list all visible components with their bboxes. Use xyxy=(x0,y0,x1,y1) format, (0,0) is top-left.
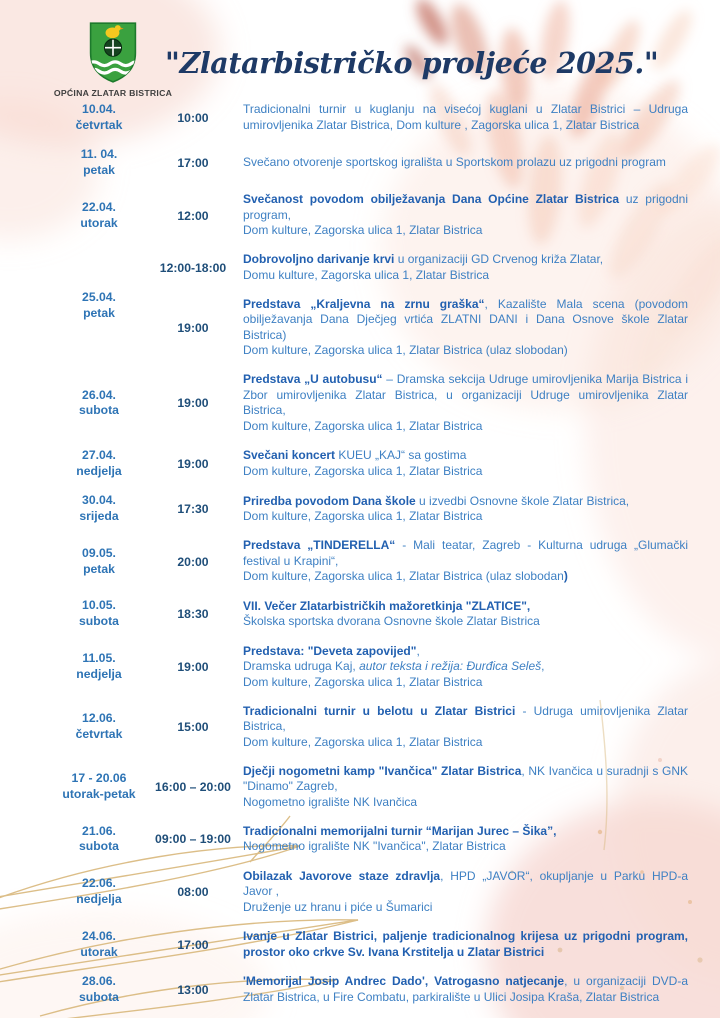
event-date-line: subota xyxy=(79,403,119,418)
event-description xyxy=(243,929,688,960)
description-line xyxy=(243,297,688,344)
description-segment: Svečano otvorenje sportskog igrališta u Sportskom prolazu uz prigodni program xyxy=(243,155,666,170)
event-entry xyxy=(143,599,688,630)
description-segment: Dom kulture, Zagorska ulica 1, Zlatar Bistrica xyxy=(243,674,483,689)
description-segment: Predstava: "Deveta zapovijed" xyxy=(243,643,417,658)
event-date xyxy=(55,598,143,630)
description-segment: ) xyxy=(563,569,568,584)
description-segment: – Dramska sekcija Udruge umirovljenika Marija Bistrica i Zbor umirovljenika Zlatar Bistrica, u organizaciji Udruge umirovljenika Zlatar Bistrica, xyxy=(243,372,689,418)
event-description xyxy=(243,824,688,855)
event-entry xyxy=(143,252,688,283)
schedule-row xyxy=(55,538,688,585)
event-description xyxy=(243,644,688,691)
schedule-row xyxy=(55,644,688,691)
description-line xyxy=(243,509,688,525)
description-segment: autor teksta i režija: Đurđica Seleš xyxy=(359,659,542,674)
description-line xyxy=(243,448,688,464)
event-description xyxy=(243,494,688,525)
event-date-line: 27.04. xyxy=(82,447,116,462)
event-date xyxy=(55,546,143,578)
description-line xyxy=(243,464,688,480)
event-description xyxy=(243,764,688,811)
description-segment: , xyxy=(416,643,420,658)
description-line xyxy=(243,659,688,675)
description-segment: Dom kulture, Zagorska ulica 1, Zlatar Bistrica xyxy=(243,509,483,524)
event-entry xyxy=(143,824,688,855)
description-segment: Dom kulture, Zagorska ulica 1, Zlatar Bistrica (ulaz slobodan) xyxy=(243,343,568,358)
coat-of-arms-icon xyxy=(86,20,140,84)
event-time: 12:00 xyxy=(177,208,209,223)
event-entry xyxy=(143,297,688,359)
event-description xyxy=(243,448,688,479)
description-line xyxy=(243,900,688,916)
event-entry xyxy=(143,764,688,811)
event-date xyxy=(55,711,143,743)
event-entries xyxy=(143,644,688,691)
event-date-line: 21.06. xyxy=(82,823,116,838)
event-entry xyxy=(143,448,688,479)
event-date-line: 09.05. xyxy=(82,545,116,560)
description-segment: u organizaciji GD Crvenog križa Zlatar, xyxy=(394,252,604,267)
description-line xyxy=(243,268,688,284)
event-date xyxy=(55,200,143,232)
event-date xyxy=(55,388,143,420)
event-entries xyxy=(143,494,688,525)
event-date-line: nedjelja xyxy=(76,666,122,681)
description-segment: - Mali teatar, Zagreb - Kulturna udruga „Glumački festival u Krapini“, xyxy=(243,538,688,568)
description-line xyxy=(243,494,688,510)
event-description xyxy=(243,704,688,751)
event-time: 17:00 xyxy=(177,156,209,171)
schedule-row xyxy=(55,974,688,1006)
description-segment: , xyxy=(541,659,545,674)
event-date xyxy=(55,771,143,803)
event-entries xyxy=(143,599,688,630)
description-line xyxy=(243,155,688,171)
event-date xyxy=(55,290,143,322)
event-entry xyxy=(143,974,688,1005)
description-line xyxy=(243,614,688,630)
event-entries xyxy=(143,102,688,133)
description-line xyxy=(243,599,688,615)
description-line xyxy=(243,974,688,1005)
event-description xyxy=(243,599,688,630)
event-time: 10:00 xyxy=(177,110,209,125)
event-date-line: nedjelja xyxy=(76,892,122,907)
event-entry xyxy=(143,644,688,691)
event-date xyxy=(55,147,143,179)
description-segment: Dom kulture, Zagorska ulica 1, Zlatar Bistrica xyxy=(243,463,483,478)
event-description xyxy=(243,102,688,133)
event-date-line: 12.06. xyxy=(82,710,116,725)
description-line xyxy=(243,538,688,569)
description-segment: , u organizaciji DVD-a Zlatar Bistrica, u Fire Combatu, parkiralište u Ulici Josipa Kraša, Zlatar Bistrica xyxy=(243,974,689,1004)
description-line xyxy=(243,419,688,435)
description-segment: Tradicionalni turnir u belotu u Zlatar Bistrici xyxy=(243,703,516,718)
schedule-row xyxy=(55,764,688,811)
schedule-row xyxy=(55,372,688,434)
event-entries xyxy=(143,372,688,434)
event-description xyxy=(243,869,688,916)
event-time: 19:00 xyxy=(177,396,209,411)
event-entry xyxy=(143,538,688,585)
description-segment: Dom kulture, Zagorska ulica 1, Zlatar Bistrica xyxy=(243,734,483,749)
event-time: 17:00 xyxy=(177,937,209,952)
schedule-row xyxy=(55,824,688,856)
event-entries xyxy=(143,929,688,960)
event-entries xyxy=(143,192,688,239)
description-segment: , NK Ivančica u suradnji s GNK "Dinamo" Zagreb, xyxy=(243,763,688,794)
description-segment: Dramska udruga Kaj, xyxy=(243,659,360,674)
description-segment: Tradicionalni memorijalni turnir “Marijan Jurec – Šika”, xyxy=(243,823,557,838)
description-segment: Predstava „U autobusu“ xyxy=(243,372,383,387)
description-segment: Tradicionalni turnir u kuglanju na visećoj kuglani u Zlatar Bistrici – Udruga umirovljenika Zlatar Bistrica, Dom kulture , Zagorska ulica 1, Zlatar Bistrica xyxy=(243,102,688,132)
event-date-line: 30.04. xyxy=(82,493,116,508)
event-entries xyxy=(143,252,688,359)
description-segment: Predstava „TINDERELLA“ xyxy=(243,538,396,553)
event-date-line: nedjelja xyxy=(76,463,122,478)
description-line xyxy=(243,735,688,751)
description-line xyxy=(243,252,688,268)
description-segment: Predstava „Kraljevna na zrnu graška“ xyxy=(243,296,485,311)
event-time: 08:00 xyxy=(177,885,209,900)
org-name: OPĆINA ZLATAR BISTRICA xyxy=(53,88,173,98)
schedule-table xyxy=(55,102,688,1018)
event-description xyxy=(243,252,688,283)
event-date-line: subota xyxy=(79,614,119,629)
schedule-row xyxy=(55,147,688,179)
event-entries xyxy=(143,869,688,916)
event-date xyxy=(55,824,143,856)
event-date-line: utorak xyxy=(80,215,118,230)
event-date-line: 22.04. xyxy=(82,199,116,214)
event-description xyxy=(243,297,688,359)
event-time: 12:00-18:00 xyxy=(159,260,227,275)
event-entry xyxy=(143,372,688,434)
event-entries xyxy=(143,974,688,1005)
description-segment: Priredba povodom Dana škole xyxy=(243,493,416,508)
description-line xyxy=(243,569,688,585)
event-time: 19:00 xyxy=(177,320,209,335)
event-date-line: 11. 04. xyxy=(80,147,118,162)
event-date-line: subota xyxy=(79,989,119,1004)
event-date-line: 26.04. xyxy=(82,387,116,402)
description-segment: - Udruga umirovljenika Zlatar Bistrica, xyxy=(243,703,688,734)
event-entry xyxy=(143,494,688,525)
schedule-row xyxy=(55,598,688,630)
event-time: 13:00 xyxy=(177,982,209,997)
description-segment: Dječji nogometni kamp "Ivančica" Zlatar Bistrica xyxy=(243,763,522,778)
description-segment: VII. Večer Zlatarbistričkih mažoretkinja "ZLATICE", xyxy=(243,598,531,613)
description-line xyxy=(243,764,688,795)
description-segment: Druženje uz hranu i piće u Šumarici xyxy=(243,899,433,914)
event-description xyxy=(243,372,688,434)
event-time: 09:00 – 19:00 xyxy=(155,832,231,847)
schedule-row xyxy=(55,102,688,134)
description-segment: Dom kulture, Zagorska ulica 1, Zlatar Bistrica xyxy=(243,418,483,433)
event-date-line: 22.06. xyxy=(82,876,116,891)
description-line xyxy=(243,102,688,133)
event-description xyxy=(243,155,688,171)
event-date xyxy=(55,102,143,134)
description-segment: u izvedbi Osnovne škole Zlatar Bistrica, xyxy=(415,493,630,508)
description-line xyxy=(243,192,688,223)
event-time: 20:00 xyxy=(177,554,209,569)
description-segment: Svečani koncert xyxy=(243,448,336,463)
description-line xyxy=(243,869,688,900)
event-description xyxy=(243,538,688,585)
description-segment: Dom kulture, Zagorska ulica 1, Zlatar Bistrica (ulaz slobodan xyxy=(243,569,564,584)
schedule-row xyxy=(55,192,688,239)
schedule-row xyxy=(55,448,688,480)
event-date-line: 11.05. xyxy=(82,650,116,665)
event-date-line: 10.04. xyxy=(82,102,116,116)
event-date xyxy=(55,493,143,525)
event-date-line: subota xyxy=(79,839,119,854)
event-entry xyxy=(143,704,688,751)
event-date-line: 28.06. xyxy=(82,974,116,989)
event-date-line: srijeda xyxy=(79,509,119,524)
event-description xyxy=(243,192,688,239)
event-date-line: petak xyxy=(83,305,115,320)
description-segment: , Kazalište Mala scena (povodom obilježavanja Dana Dječjeg vrtića ZLATNI DANI i Dana Osnove škole Zlatar Bistrica) xyxy=(243,296,688,342)
description-line xyxy=(243,824,688,840)
event-time: 16:00 – 20:00 xyxy=(155,779,231,794)
event-date-line: 25.04. xyxy=(82,289,116,304)
event-entries xyxy=(143,764,688,811)
schedule-row xyxy=(55,929,688,961)
event-time: 19:00 xyxy=(177,456,209,471)
description-line xyxy=(243,929,688,960)
description-segment: Obilazak Javorove staze zdravlja xyxy=(243,868,441,883)
event-entries xyxy=(143,824,688,855)
event-entry xyxy=(143,155,688,171)
event-date-line: petak xyxy=(83,561,115,576)
event-entry xyxy=(143,102,688,133)
schedule-row xyxy=(55,252,688,359)
event-date-line: 10.05. xyxy=(82,598,116,613)
event-date-line: četvrtak xyxy=(75,726,123,741)
description-segment: Ivanje u Zlatar Bistrici, paljenje tradicionalnog krijesa uz prigodni program, prostor oko crkve Sv. Ivana Krstitelja u Zlatar Bistrici xyxy=(243,929,688,959)
description-segment: Školska sportska dvorana Osnovne škole Zlatar Bistrica xyxy=(243,614,540,629)
description-segment: Dobrovoljno darivanje krvi xyxy=(243,252,395,267)
description-segment: 'Memorijal Josip Andrec Dado', Vatrogasno natjecanje xyxy=(243,974,565,989)
event-description xyxy=(243,974,688,1005)
description-segment: KUEU „KAJ“ sa gostima xyxy=(335,448,467,463)
event-time: 19:00 xyxy=(177,659,209,674)
description-line xyxy=(243,372,688,419)
event-entries xyxy=(143,704,688,751)
event-entries xyxy=(143,448,688,479)
event-date-line: 17 - 20.06 xyxy=(71,770,127,785)
schedule-row xyxy=(55,869,688,916)
event-date xyxy=(55,974,143,1006)
description-segment: Dom kulture, Zagorska ulica 1, Zlatar Bistrica xyxy=(243,223,483,238)
description-line xyxy=(243,223,688,239)
description-segment: Svečanost povodom obilježavanja Dana Općine Zlatar Bistrica xyxy=(243,192,620,207)
event-date xyxy=(55,929,143,961)
event-entry xyxy=(143,192,688,239)
event-entry xyxy=(143,929,688,960)
description-line xyxy=(243,675,688,691)
event-entries xyxy=(143,155,688,171)
schedule-row xyxy=(55,493,688,525)
description-segment: Nogometno igralište NK "Ivančica", Zlatar Bistrica xyxy=(243,839,506,854)
municipality-logo-block xyxy=(48,20,178,98)
event-time: 18:30 xyxy=(177,607,209,622)
description-segment: , HPD „JAVOR“, okupljanje u Parku HPD-a Javor , xyxy=(243,868,689,899)
event-date xyxy=(55,651,143,683)
event-time: 15:00 xyxy=(177,719,209,734)
schedule-row xyxy=(55,704,688,751)
event-entries xyxy=(143,538,688,585)
event-date-line: četvrtak xyxy=(75,117,123,132)
event-date-line: utorak xyxy=(80,944,118,959)
description-segment: uz prigodni program, xyxy=(243,192,688,222)
event-date-line: 24.06. xyxy=(82,928,116,943)
description-line xyxy=(243,839,688,855)
event-date xyxy=(55,876,143,908)
description-line xyxy=(243,795,688,811)
description-segment: Domu kulture, Zagorska ulica 1, Zlatar Bistrica xyxy=(243,267,490,282)
event-date-line: utorak-petak xyxy=(62,786,136,801)
description-line xyxy=(243,343,688,359)
description-line xyxy=(243,644,688,660)
event-date xyxy=(55,448,143,480)
event-time: 17:30 xyxy=(177,502,209,517)
description-segment: Nogometno igralište NK Ivančica xyxy=(243,794,418,809)
description-line xyxy=(243,704,688,735)
page-title: "Zlatarbistričko proljeće 2025." xyxy=(165,46,659,80)
event-date-line: petak xyxy=(83,163,115,178)
event-entry xyxy=(143,869,688,916)
